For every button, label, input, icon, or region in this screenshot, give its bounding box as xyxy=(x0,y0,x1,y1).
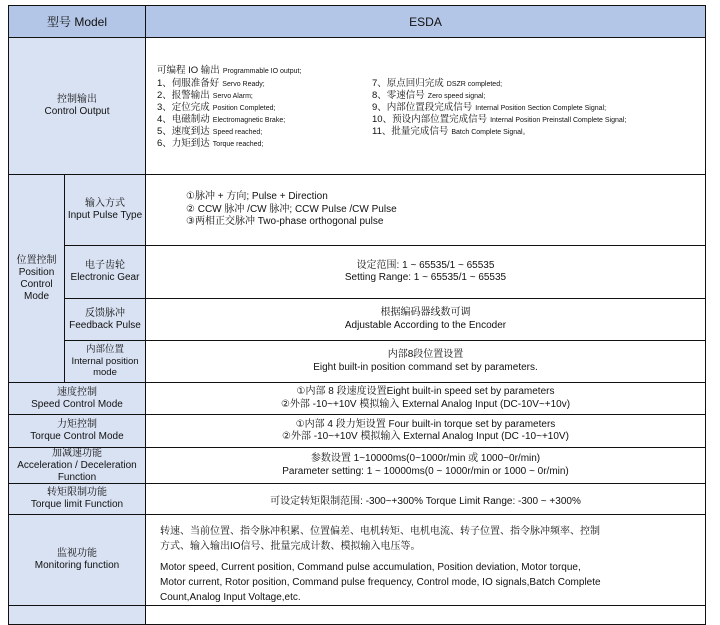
position-control-label: 位置控制 Position Control Mode xyxy=(8,174,65,383)
control-output-item: 4、电磁制动 Electromagnetic Brake; xyxy=(157,114,286,125)
accel-decel-label: 加减速功能 Acceleration / Deceleration Function xyxy=(8,447,146,484)
header-model-value: ESDA xyxy=(145,5,706,38)
monitoring-label: 监视功能 Monitoring function xyxy=(8,514,146,606)
control-output-item: 10、预设内部位置完成信号 Internal Position Preinstall Complete Signal; xyxy=(372,114,627,125)
speed-control-content: ①内部 8 段速度设置Eight built-in speed set by parameters ②外部 -10~+10V 模拟输入 External Analog Input (DC-10V~+10v) xyxy=(145,382,706,415)
internal-position-label: 内部位置 Internal position mode xyxy=(64,340,146,383)
control-output-item: 11、批量完成信号 Batch Complete Signal。 xyxy=(372,126,530,137)
control-output-list xyxy=(146,38,705,174)
input-pulse-line: ③两相正交脉冲 Two-phase orthogonal pulse xyxy=(186,216,384,228)
electronic-gear-content: 设定范围: 1 ~ 65535/1 ~ 65535 Setting Range: 1 ~ 65535/1 ~ 65535 xyxy=(145,245,706,299)
control-output-item: 1、伺服准备好 Servo Ready; xyxy=(157,78,265,89)
speed-control-label: 速度控制 Speed Control Mode xyxy=(8,382,146,415)
next-row-content xyxy=(145,605,706,625)
control-output-content xyxy=(145,37,706,175)
torque-limit-label: 转矩限制功能 Torque limit Function xyxy=(8,483,146,515)
input-pulse-content xyxy=(145,174,706,246)
control-output-item: 8、零速信号 Zero speed signal; xyxy=(372,90,486,101)
control-output-item: 2、报警输出 Servo Alarm; xyxy=(157,90,253,101)
spec-table xyxy=(8,5,706,625)
control-output-intro: 可编程 IO 输出 Programmable IO output; xyxy=(157,65,302,76)
input-pulse-label: 输入方式 Input Pulse Type xyxy=(64,174,146,246)
torque-control-label: 力矩控制 Torque Control Mode xyxy=(8,414,146,448)
input-pulse-line: ①脉冲 + 方向; Pulse + Direction xyxy=(186,191,328,203)
control-output-item: 7、原点回归完成 DSZR completed; xyxy=(372,78,503,89)
accel-decel-content: 参数设置 1~10000ms(0~1000r/min 或 1000~0r/min) Parameter setting: 1 ~ 10000ms(0 ~ 1000r/min or 1000 ~ 0r/min) xyxy=(145,447,706,484)
control-output-item: 5、速度到达 Speed reached; xyxy=(157,126,263,137)
electronic-gear-label: 电子齿轮 Electronic Gear xyxy=(64,245,146,299)
torque-limit-content: 可设定转矩限制范围: -300~+300% Torque Limit Range: -300 ~ +300% xyxy=(145,483,706,515)
feedback-pulse-content: 根据编码器线数可调 Adjustable According to the Encoder xyxy=(145,298,706,341)
control-output-item: 6、力矩到达 Torque reached; xyxy=(157,138,264,149)
torque-control-content: ①内部 4 段力矩设置 Four built-in torque set by parameters ②外部 -10~+10V 模拟输入 External Analog Input (DC -10~+10V) xyxy=(145,414,706,448)
next-row-label xyxy=(8,605,146,625)
control-output-item: 9、内部位置段完成信号 Internal Position Section Complete Signal; xyxy=(372,102,607,113)
header-model-label: 型号 Model xyxy=(8,5,146,38)
monitoring-content: 转速、当前位置、指令脉冲积累、位置偏差、电机转矩、电机电流、转子位置、指令脉冲频率、控制 方式、输入输出IO信号、批量完成计数、模拟输入电压等。 Motor speed, Current position, Command pulse accumulation, Position deviation, Motor torque, Motor current, Rotor position, Command pulse frequency, Control mode, IO signals,Batch Complete Count,Analog Input Voltage,etc. xyxy=(145,514,706,606)
control-output-label: 控制输出 Control Output xyxy=(8,37,146,175)
feedback-pulse-label: 反馈脉冲 Feedback Pulse xyxy=(64,298,146,341)
input-pulse-line: ② CCW 脉冲 /CW 脉冲; CCW Pulse /CW Pulse xyxy=(186,203,397,215)
internal-position-content: 内部8段位置设置 Eight built-in position command set by parameters. xyxy=(145,340,706,383)
control-output-item: 3、定位完成 Position Completed; xyxy=(157,102,276,113)
